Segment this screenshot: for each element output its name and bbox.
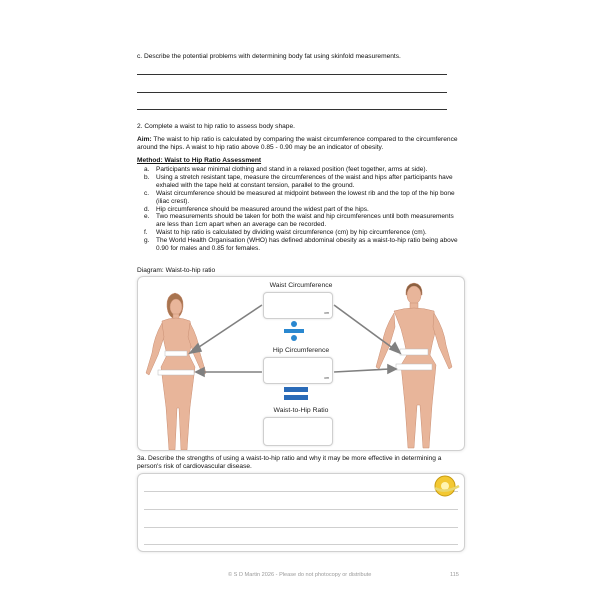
page-number: 115 [450, 572, 459, 578]
waist-input-box[interactable]: cm [263, 292, 333, 319]
question-2: 2. Complete a waist to hip ratio to assess body shape. [137, 123, 295, 130]
divide-icon [284, 321, 304, 341]
answer-box[interactable] [137, 473, 465, 552]
method-step: d. Hip circumference should be measured around the widest part of the hips. [144, 205, 369, 213]
aim-label: Aim: [137, 136, 152, 143]
answer-line[interactable] [137, 74, 447, 75]
footer-copyright: © S D Martin 2026 - Please do not photocopy or distribute [228, 572, 372, 578]
answer-line[interactable] [137, 92, 447, 93]
tape-measure-icon [430, 474, 462, 498]
answer-line [144, 509, 458, 510]
answer-line [144, 544, 458, 545]
diagram-panel [137, 276, 465, 451]
method-step: c. Waist circumference should be measured at midpoint between the lowest rib and the top of the hip bone (iliac crest). [144, 189, 455, 205]
method-step: f. Waist to hip ratio is calculated by dividing waist circumference (cm) by hip circumference (cm). [144, 229, 427, 237]
method-title: Method: Waist to Hip Ratio Assessment [137, 157, 262, 164]
ratio-input-box[interactable] [263, 417, 333, 446]
method-list [140, 166, 460, 253]
waist-label: Waist Circumference [269, 282, 333, 289]
diagram-caption: Diagram: Waist-to-hip ratio [137, 267, 216, 274]
hip-input-box[interactable]: cm [263, 357, 333, 384]
method-step: a. Participants wear minimal clothing and stand in a relaxed position (feet together, arms at side). [144, 166, 428, 173]
answer-line[interactable] [137, 109, 447, 110]
answer-line [144, 491, 458, 492]
question-3a: 3a. Describe the strengths of using a waist-to-hip ratio and why it may be more effective in determining a person's risk of cardiovascular disease. [137, 455, 442, 470]
method-step: e. Two measurements should be taken for both the waist and hip circumferences until both measurements are less than 1cm apart when an average can be recorded. [144, 213, 454, 229]
method-step: g. The World Health Organisation (WHO) has defined abdominal obesity as a waist-to-hip ratio being above 0.90 for males and 0.85 for females. [144, 237, 458, 253]
ratio-label: Waist-to-Hip Ratio [273, 407, 329, 414]
aim-paragraph [137, 136, 465, 152]
hip-label: Hip Circumference [272, 347, 330, 354]
question-c: c. Describe the potential problems with determining body fat using skinfold measurements. [137, 53, 401, 60]
aim-text: The waist to hip ratio is calculated by comparing the waist circumference compared to the circumference around the hips. A waist to hip ratio above 0.85 - 0.90 may be an indicator of obesity. [137, 136, 458, 151]
answer-line [144, 527, 458, 528]
equals-icon [284, 387, 308, 401]
method-step: b. Using a stretch resistant tape, measure the circumferences of the waist and hips after participants have exhaled with the tape held at constant tension, parallel to the ground. [144, 173, 453, 189]
